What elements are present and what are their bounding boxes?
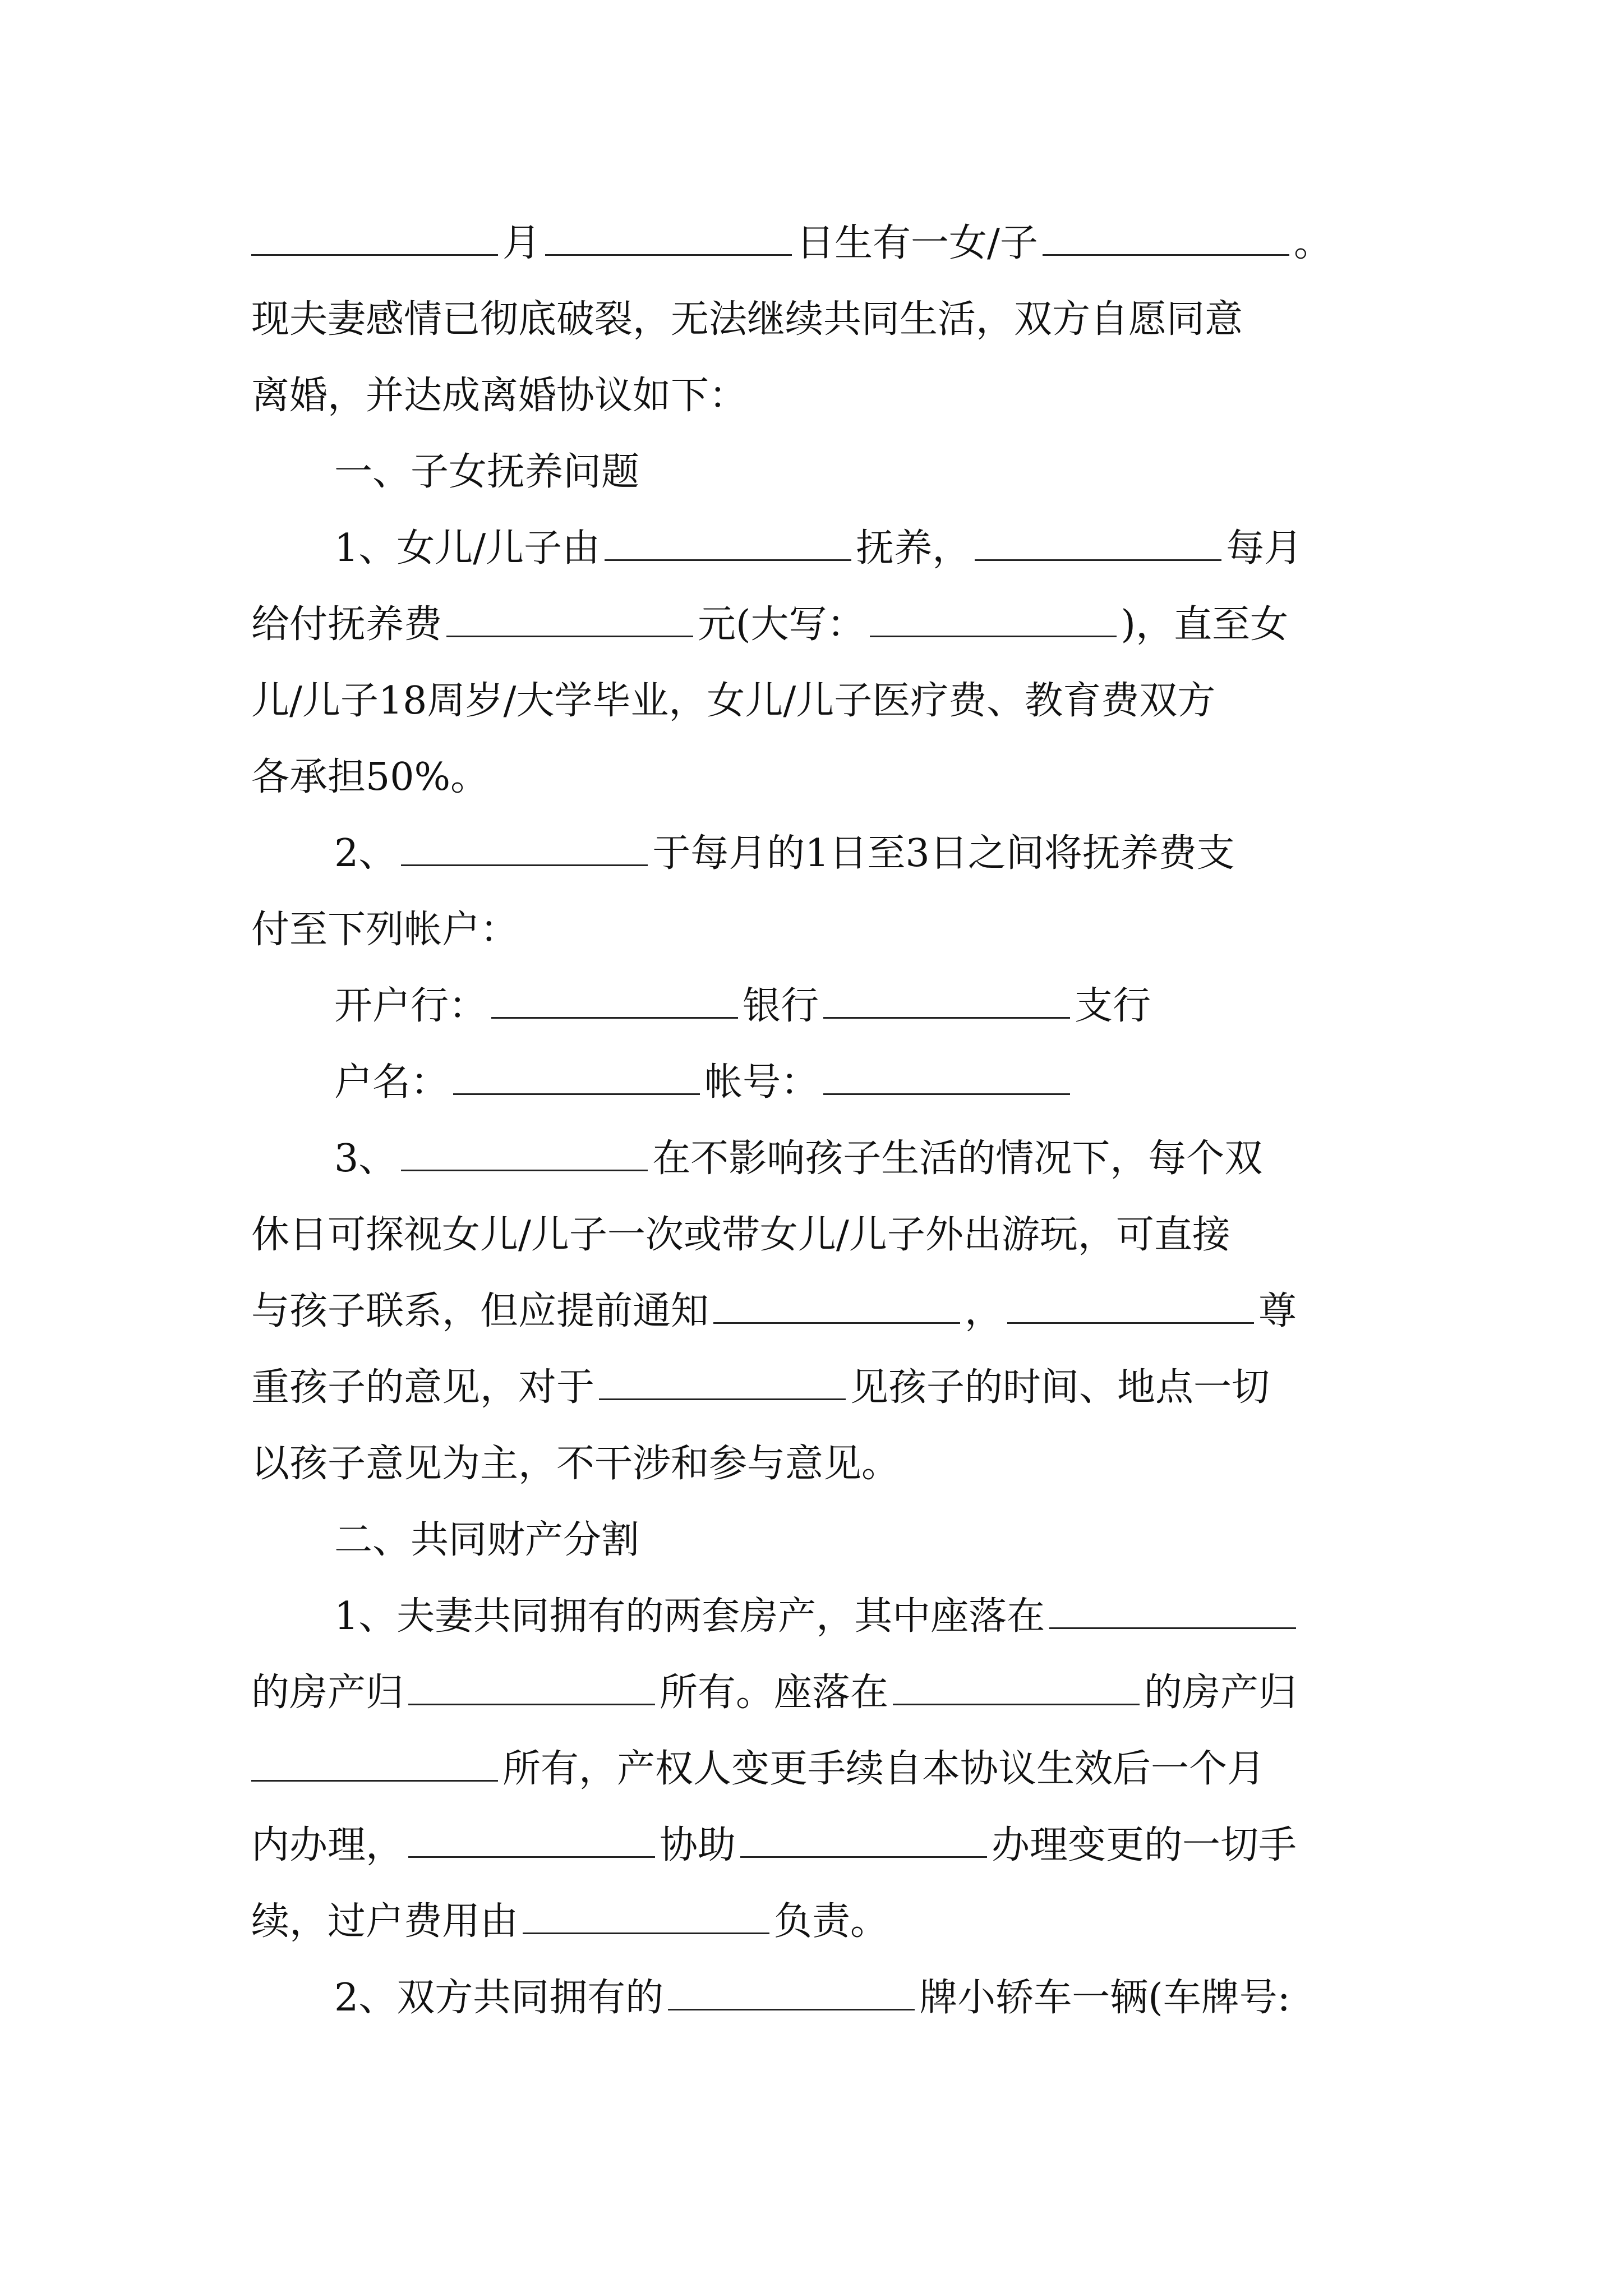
- blank-field: [408, 1819, 655, 1858]
- blank-field: [545, 217, 792, 256]
- blank-field: [251, 1743, 498, 1782]
- blank-field: [823, 1056, 1070, 1095]
- blank-field: [408, 1667, 655, 1705]
- text-line: 各承担50%。: [251, 755, 489, 799]
- blank-field: [668, 1972, 915, 2010]
- blank-field: [1049, 1590, 1296, 1629]
- section-heading: 二、共同财产分割: [334, 1518, 640, 1562]
- text-line: 月 日生有一女/子 。: [251, 210, 1332, 277]
- text-line: 付至下列帐户：: [251, 908, 519, 952]
- blank-field: [870, 599, 1117, 637]
- text-line: 儿/儿子18周岁/大学毕业，女儿/儿子医疗费、教育费双方: [251, 679, 1216, 723]
- text-line: 以孩子意见为主，不干涉和参与意见。: [251, 1442, 900, 1486]
- blank-field: [713, 1285, 960, 1324]
- text-line: 2、 于每月的1日至3日之间将抚养费支: [334, 820, 1235, 887]
- text-line: 开户行： 银行 支行: [334, 973, 1151, 1040]
- section-heading: 一、子女抚养问题: [334, 450, 640, 494]
- text-line: 重孩子的意见，对于 见孩子的时间、地点一切: [251, 1354, 1270, 1421]
- text-line: 休日可探视女儿/儿子一次或带女儿/儿子外出游玩，可直接: [251, 1213, 1230, 1257]
- text-line: 离婚，并达成离婚协议如下：: [251, 374, 748, 418]
- blank-field: [740, 1819, 987, 1858]
- text-line: 1、女儿/儿子由 抚养， 每月: [334, 515, 1302, 582]
- text-line: 续，过户费用由 负责。: [251, 1888, 888, 1955]
- blank-field: [446, 599, 693, 637]
- blank-field: [453, 1056, 700, 1095]
- blank-field: [823, 980, 1070, 1019]
- blank-field: [491, 980, 738, 1019]
- text-line: 给付抚养费 元(大写： )，直至女: [251, 591, 1288, 659]
- text-line: 所有，产权人变更手续自本协议生效后一个月: [251, 1736, 1265, 1803]
- blank-field: [1007, 1285, 1254, 1324]
- text-line: 2、双方共同拥有的 牌小轿车一辆(车牌号:: [334, 1964, 1290, 2032]
- text-line: 3、 在不影响孩子生活的情况下，每个双: [334, 1125, 1262, 1193]
- blank-field: [401, 827, 648, 866]
- blank-field: [599, 1361, 846, 1400]
- text-line: 与孩子联系，但应提前通知 ， 尊: [251, 1278, 1297, 1345]
- blank-field: [401, 1133, 648, 1171]
- blank-field: [893, 1667, 1140, 1705]
- blank-field: [605, 522, 851, 561]
- blank-field: [1043, 217, 1289, 256]
- blank-field: [523, 1895, 769, 1934]
- text-line: 内办理， 协助 办理变更的一切手: [251, 1812, 1297, 1879]
- text-line: 现夫妻感情已彻底破裂，无法继续共同生活，双方自愿同意: [251, 297, 1243, 342]
- text-line: 1、夫妻共同拥有的两套房产，其中座落在: [334, 1583, 1301, 1650]
- blank-field: [975, 522, 1221, 561]
- text-line: 的房产归 所有。座落在 的房产归: [251, 1659, 1297, 1727]
- text-line: 户名： 帐号：: [334, 1049, 1075, 1116]
- blank-field: [251, 217, 498, 256]
